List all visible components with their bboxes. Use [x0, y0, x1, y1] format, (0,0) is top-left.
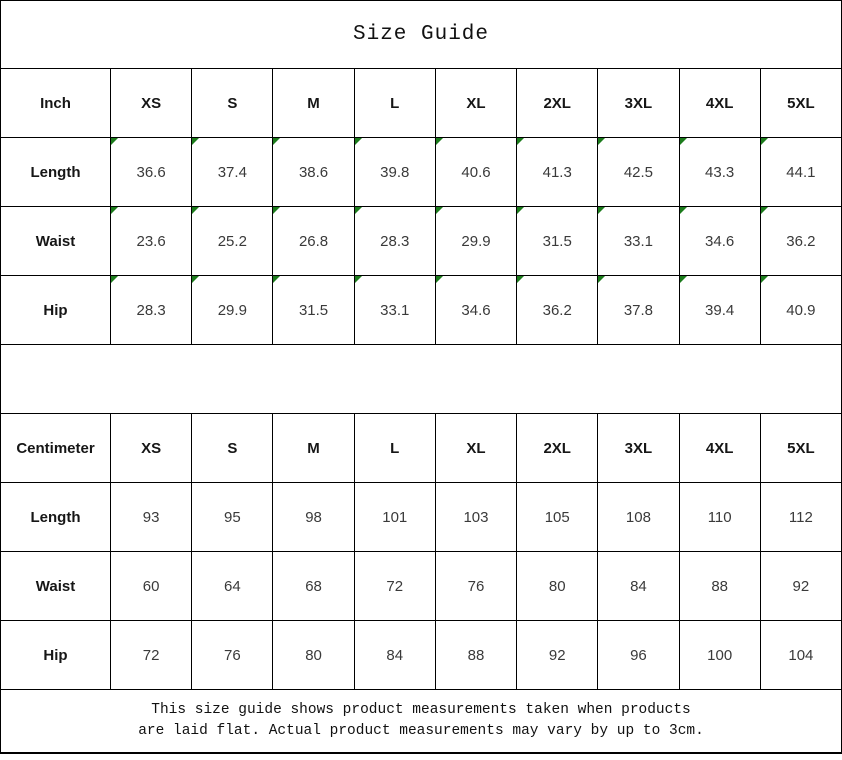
- corner-flag-icon: [436, 207, 443, 214]
- size-value-cell-text: 96: [630, 646, 647, 664]
- size-value-cell-text: 112: [788, 508, 813, 526]
- corner-flag-icon: [192, 276, 199, 283]
- size-value-cell-text: 39.4: [705, 301, 735, 319]
- size-value-cell-text: 26.8: [298, 232, 329, 250]
- measurement-row-label: [1, 621, 111, 690]
- table-spacer: [1, 345, 842, 414]
- size-column-header-text: 4XL: [705, 439, 734, 457]
- size-value-cell-text: 28.3: [380, 232, 410, 250]
- size-column-header: [273, 414, 354, 483]
- size-value-cell-text: 36.6: [136, 163, 166, 181]
- size-value-cell-text: 29.9: [461, 232, 491, 250]
- measurement-row-label: [1, 207, 111, 276]
- size-guide-note: [1, 690, 842, 754]
- size-value-cell: [355, 138, 436, 207]
- size-column-header: [111, 414, 192, 483]
- size-value-cell-text: 100: [707, 646, 733, 664]
- measurement-row-label-text: Length: [30, 163, 81, 181]
- size-value-cell-text: 64: [223, 577, 241, 595]
- measurement-row-label-text: Hip: [43, 646, 68, 664]
- size-column-header: [598, 414, 679, 483]
- size-value-cell: [598, 621, 679, 690]
- size-column-header-text: L: [390, 94, 400, 112]
- size-value-cell-text: 95: [223, 508, 241, 526]
- size-value-cell: [355, 552, 436, 621]
- size-value-cell-text: 76: [223, 646, 241, 664]
- measurement-row-label-text: Waist: [35, 577, 76, 595]
- size-value-cell: [436, 276, 517, 345]
- size-value-cell-text: 31.5: [542, 232, 572, 250]
- size-value-cell-text: 33.1: [380, 301, 410, 319]
- size-value-cell-text: 105: [544, 508, 570, 526]
- size-value-cell-text: 80: [548, 577, 566, 595]
- size-value-cell-text: 76: [467, 577, 485, 595]
- size-column-header: [761, 414, 842, 483]
- corner-flag-icon: [761, 276, 768, 283]
- size-value-cell: [192, 207, 273, 276]
- corner-flag-icon: [598, 276, 605, 283]
- measurement-row-label: [1, 483, 111, 552]
- corner-flag-icon: [355, 207, 362, 214]
- size-value-cell: [111, 621, 192, 690]
- size-value-cell: [273, 552, 354, 621]
- size-column-header: [436, 414, 517, 483]
- size-value-cell-text: 34.6: [461, 301, 491, 319]
- size-value-cell: [761, 138, 842, 207]
- unit-header-text: Centimeter: [16, 439, 95, 457]
- size-value-cell: [761, 207, 842, 276]
- size-column-header: [761, 69, 842, 138]
- size-value-cell: [680, 621, 761, 690]
- size-value-cell-text: 101: [382, 508, 408, 526]
- size-column-header-text: XS: [141, 439, 162, 457]
- size-value-cell: [680, 207, 761, 276]
- corner-flag-icon: [192, 138, 199, 145]
- size-value-cell: [761, 552, 842, 621]
- size-value-cell-text: 36.2: [786, 232, 816, 250]
- size-value-cell-text: 31.5: [298, 301, 329, 319]
- corner-flag-icon: [517, 138, 524, 145]
- corner-flag-icon: [355, 276, 362, 283]
- size-column-header: [192, 414, 273, 483]
- note-line-1: This size guide shows product measurements taken when products: [151, 702, 691, 718]
- unit-header: [1, 69, 111, 138]
- size-value-cell: [192, 138, 273, 207]
- size-value-cell-text: 103: [463, 508, 489, 526]
- measurement-row-label-text: Hip: [43, 301, 68, 319]
- corner-flag-icon: [761, 207, 768, 214]
- size-column-header-text: L: [390, 439, 400, 457]
- size-value-cell: [598, 552, 679, 621]
- size-value-cell-text: 60: [142, 577, 160, 595]
- corner-flag-icon: [680, 138, 687, 145]
- size-column-header-text: XL: [466, 94, 486, 112]
- corner-flag-icon: [680, 276, 687, 283]
- size-value-cell: [111, 552, 192, 621]
- size-value-cell: [273, 207, 354, 276]
- size-column-header-text: M: [307, 94, 320, 112]
- size-column-header: [680, 69, 761, 138]
- size-value-cell: [598, 138, 679, 207]
- size-column-header: [355, 414, 436, 483]
- size-column-header-text: 5XL: [787, 94, 815, 112]
- measurement-row-label-text: Waist: [35, 232, 76, 250]
- size-column-header: [598, 69, 679, 138]
- size-value-cell-text: 33.1: [623, 232, 654, 250]
- centimeter-size-table: [1, 414, 842, 690]
- corner-flag-icon: [273, 138, 280, 145]
- size-value-cell: [761, 276, 842, 345]
- size-value-cell: [517, 138, 598, 207]
- size-value-cell: [436, 621, 517, 690]
- measurement-row-label: [1, 138, 111, 207]
- size-value-cell-text: 42.5: [623, 163, 654, 181]
- size-value-cell-text: 41.3: [542, 163, 572, 181]
- size-value-cell-text: 39.8: [380, 163, 410, 181]
- size-value-cell: [680, 138, 761, 207]
- inch-size-table: [1, 69, 842, 345]
- corner-flag-icon: [761, 138, 768, 145]
- size-value-cell: [111, 138, 192, 207]
- size-column-header-text: S: [227, 94, 238, 112]
- size-value-cell-text: 34.6: [705, 232, 735, 250]
- size-value-cell: [192, 276, 273, 345]
- size-value-cell: [355, 483, 436, 552]
- size-value-cell-text: 88: [467, 646, 485, 664]
- size-column-header-text: 3XL: [624, 94, 653, 112]
- corner-flag-icon: [111, 207, 118, 214]
- unit-header: [1, 414, 111, 483]
- size-value-cell: [517, 552, 598, 621]
- size-column-header-text: 5XL: [787, 439, 815, 457]
- size-value-cell: [436, 483, 517, 552]
- corner-flag-icon: [273, 276, 280, 283]
- size-column-header-text: 2XL: [543, 439, 571, 457]
- size-value-cell: [761, 483, 842, 552]
- size-column-header: [192, 69, 273, 138]
- size-value-cell: [517, 276, 598, 345]
- size-value-cell-text: 92: [792, 577, 810, 595]
- size-value-cell-text: 84: [630, 577, 647, 595]
- size-value-cell: [517, 483, 598, 552]
- size-value-cell-text: 92: [548, 646, 566, 664]
- size-value-cell: [355, 207, 436, 276]
- corner-flag-icon: [436, 138, 443, 145]
- size-column-header: [273, 69, 354, 138]
- size-value-cell-text: 43.3: [705, 163, 735, 181]
- size-value-cell-text: 110: [707, 508, 732, 526]
- size-value-cell: [598, 483, 679, 552]
- size-value-cell-text: 23.6: [136, 232, 166, 250]
- size-column-header: [111, 69, 192, 138]
- size-value-cell-text: 25.2: [217, 232, 247, 250]
- size-value-cell-text: 40.9: [786, 301, 816, 319]
- unit-header-text: Inch: [40, 94, 71, 112]
- size-value-cell-text: 68: [305, 577, 322, 595]
- size-column-header: [355, 69, 436, 138]
- size-value-cell-text: 104: [788, 646, 814, 664]
- size-value-cell-text: 84: [386, 646, 404, 664]
- bottom-margin: [0, 754, 842, 760]
- size-value-cell-text: 93: [142, 508, 160, 526]
- size-value-cell: [517, 621, 598, 690]
- corner-flag-icon: [273, 207, 280, 214]
- size-value-cell-text: 28.3: [136, 301, 166, 319]
- size-value-cell: [680, 276, 761, 345]
- size-column-header-text: S: [227, 439, 238, 457]
- measurement-row-label-text: Length: [30, 508, 81, 526]
- size-value-cell-text: 37.4: [217, 163, 247, 181]
- corner-flag-icon: [111, 138, 118, 145]
- size-value-cell: [436, 207, 517, 276]
- size-value-cell: [273, 621, 354, 690]
- size-column-header: [517, 69, 598, 138]
- size-column-header-text: XS: [141, 94, 162, 112]
- size-value-cell-text: 72: [142, 646, 160, 664]
- size-value-cell: [680, 552, 761, 621]
- size-value-cell-text: 108: [625, 508, 651, 526]
- size-guide-title: Size Guide: [352, 23, 490, 46]
- size-value-cell-text: 44.1: [786, 163, 816, 181]
- size-value-cell: [598, 207, 679, 276]
- size-value-cell-text: 37.8: [623, 301, 654, 319]
- corner-flag-icon: [680, 207, 687, 214]
- corner-flag-icon: [436, 276, 443, 283]
- corner-flag-icon: [192, 207, 199, 214]
- size-value-cell: [761, 621, 842, 690]
- size-column-header-text: M: [307, 439, 320, 457]
- size-column-header-text: 3XL: [624, 439, 653, 457]
- measurement-row-label: [1, 276, 111, 345]
- size-value-cell: [111, 276, 192, 345]
- corner-flag-icon: [111, 276, 118, 283]
- size-column-header: [680, 414, 761, 483]
- size-value-cell: [598, 276, 679, 345]
- size-value-cell-text: 88: [711, 577, 728, 595]
- size-value-cell-text: 38.6: [298, 163, 329, 181]
- size-value-cell: [436, 138, 517, 207]
- corner-flag-icon: [598, 138, 605, 145]
- measurement-row-label: [1, 552, 111, 621]
- size-value-cell-text: 29.9: [217, 301, 247, 319]
- corner-flag-icon: [517, 276, 524, 283]
- corner-flag-icon: [598, 207, 605, 214]
- note-line-2: are laid flat. Actual product measurements may vary by up to 3cm.: [138, 723, 704, 739]
- size-value-cell: [355, 621, 436, 690]
- title-row: [1, 1, 842, 69]
- size-value-cell-text: 40.6: [461, 163, 491, 181]
- size-value-cell: [436, 552, 517, 621]
- size-value-cell: [273, 276, 354, 345]
- size-value-cell: [192, 621, 273, 690]
- corner-flag-icon: [355, 138, 362, 145]
- size-value-cell: [355, 276, 436, 345]
- size-value-cell: [111, 483, 192, 552]
- size-column-header-text: XL: [466, 439, 486, 457]
- size-value-cell: [273, 138, 354, 207]
- size-column-header-text: 2XL: [543, 94, 571, 112]
- size-value-cell: [680, 483, 761, 552]
- size-value-cell: [111, 207, 192, 276]
- size-value-cell: [273, 483, 354, 552]
- size-column-header-text: 4XL: [705, 94, 734, 112]
- corner-flag-icon: [517, 207, 524, 214]
- size-value-cell-text: 72: [386, 577, 404, 595]
- size-value-cell-text: 36.2: [542, 301, 572, 319]
- size-value-cell: [192, 483, 273, 552]
- size-value-cell: [517, 207, 598, 276]
- size-value-cell-text: 80: [305, 646, 322, 664]
- size-column-header: [517, 414, 598, 483]
- size-value-cell-text: 98: [305, 508, 322, 526]
- size-column-header: [436, 69, 517, 138]
- size-value-cell: [192, 552, 273, 621]
